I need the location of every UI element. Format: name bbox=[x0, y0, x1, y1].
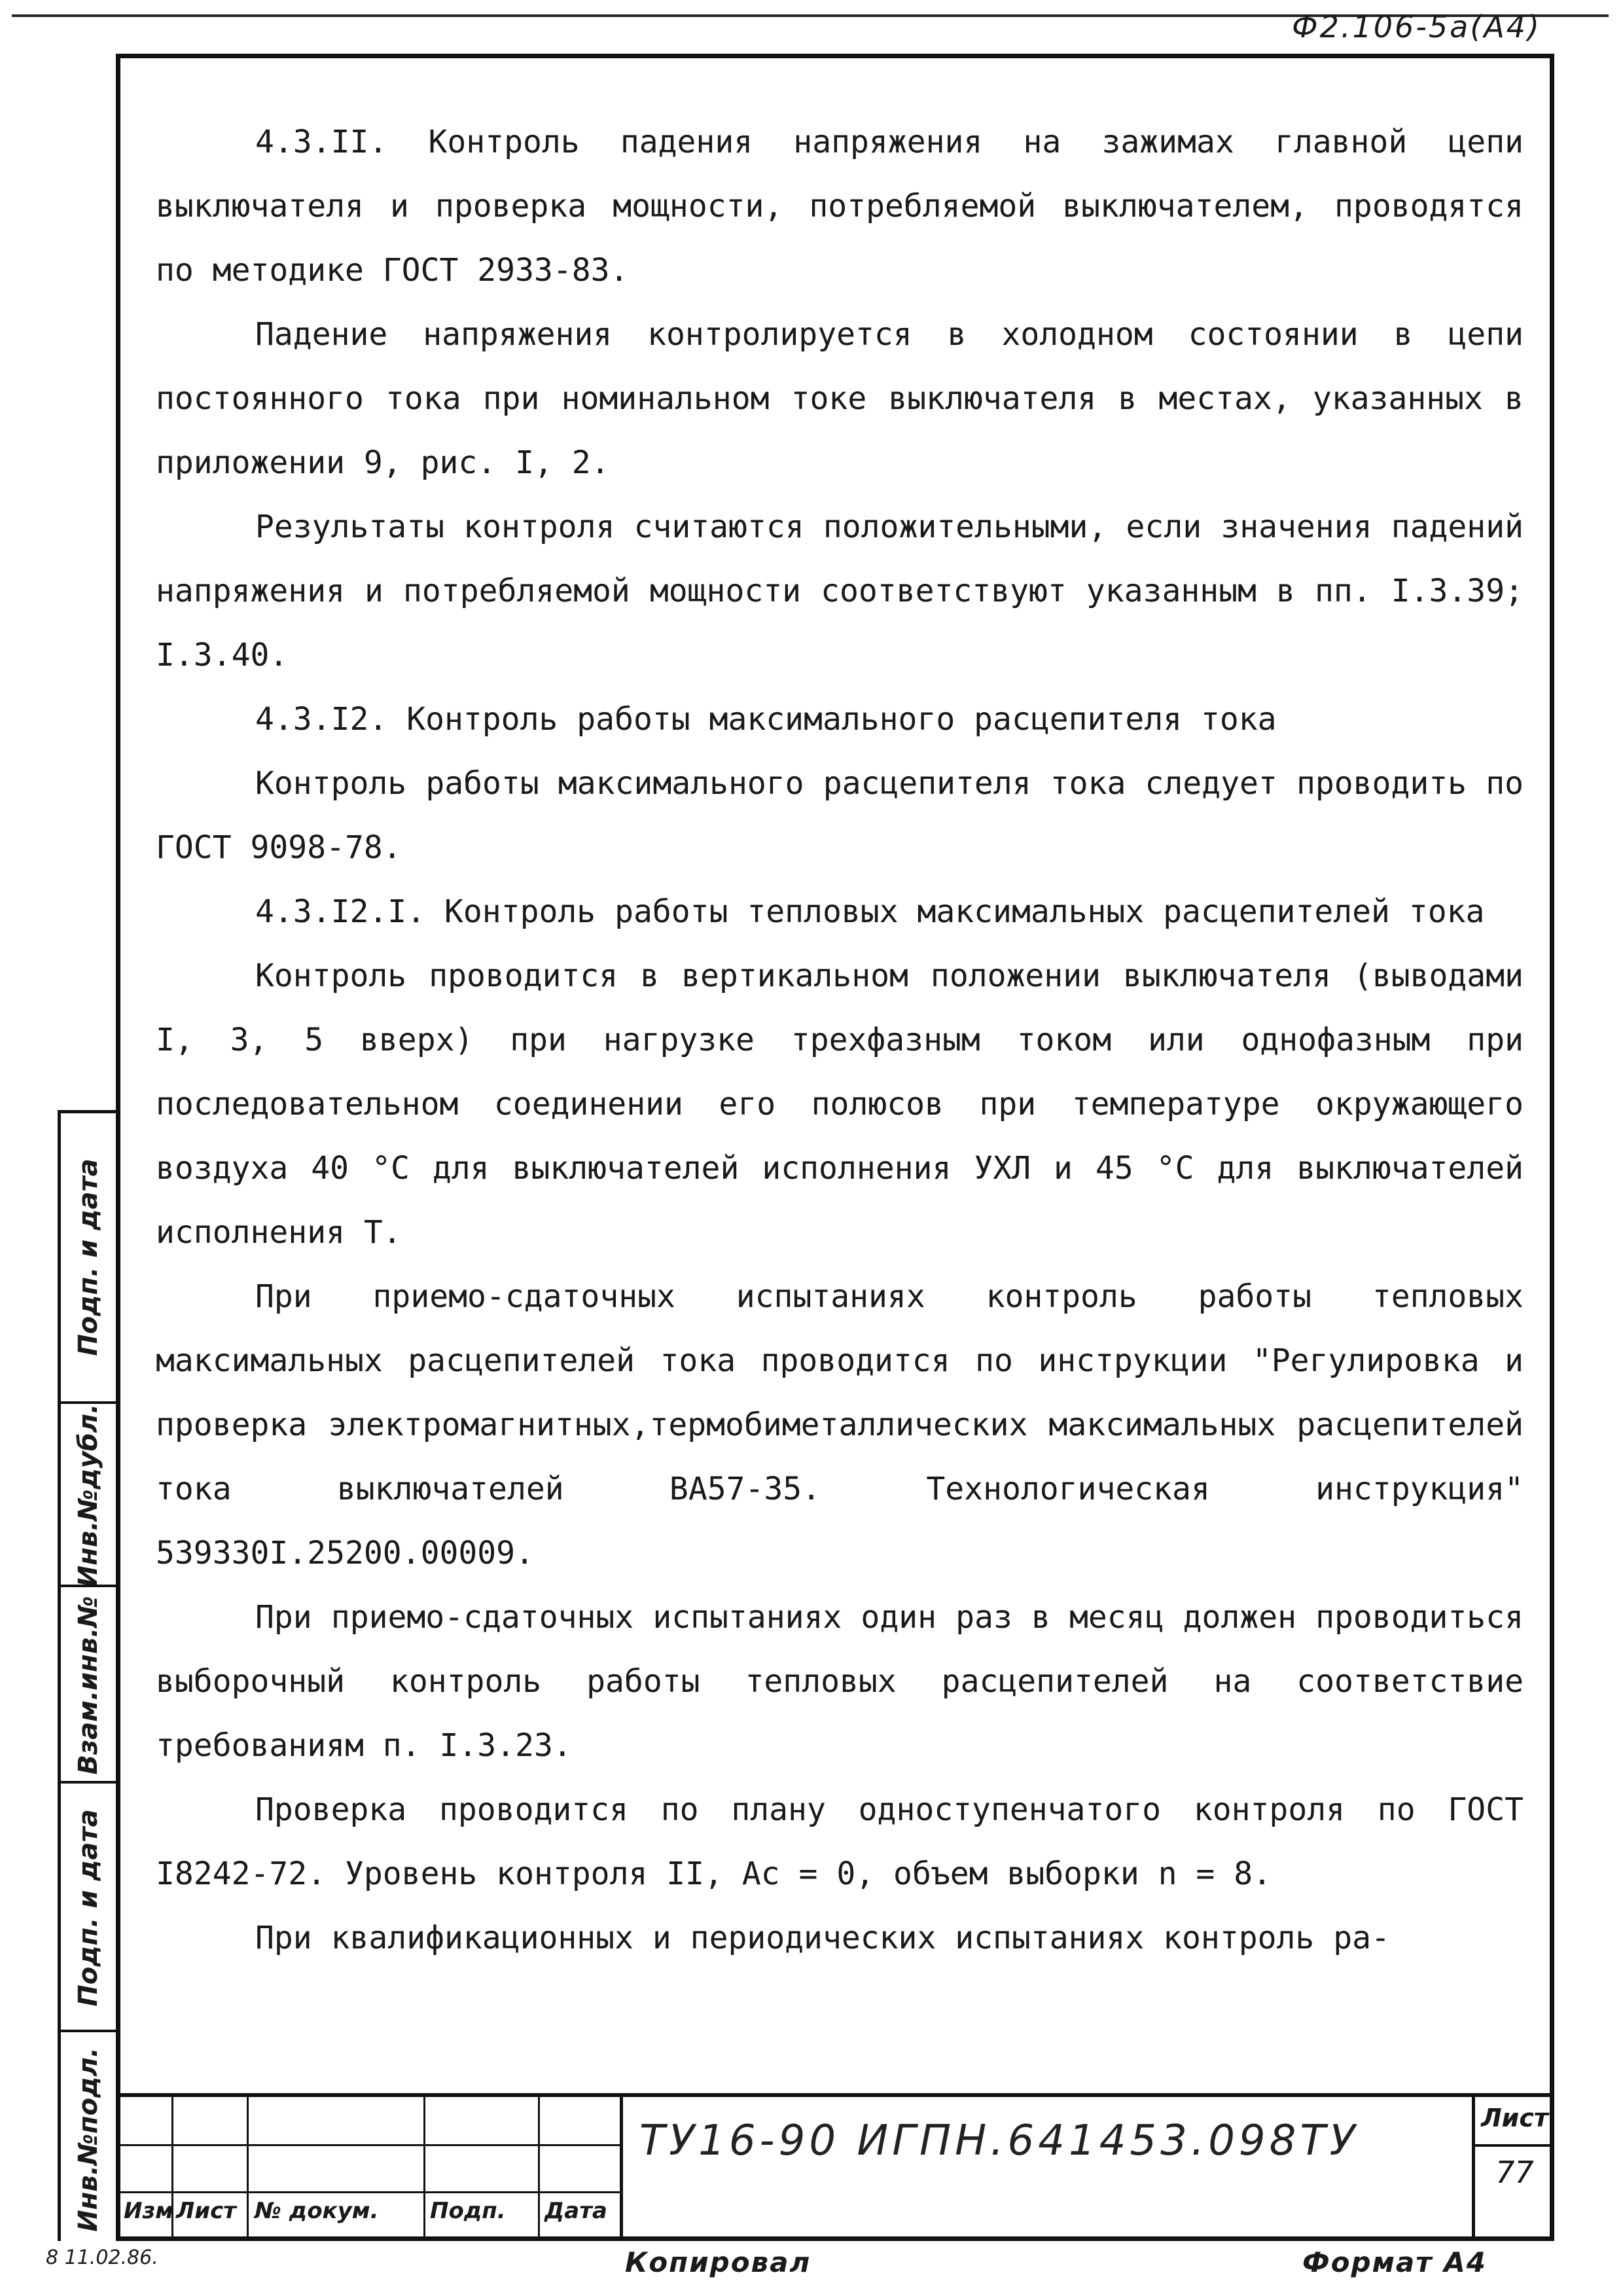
side-cell bbox=[61, 1781, 116, 2032]
side-cell bbox=[61, 2030, 116, 2247]
paragraph: При приемо-сдаточных испытаниях контроль работы тепловых максимальных расцепителей тока проводится по инструкции "Регулировка и проверка электромагнитных,термобиметаллических максимальных расцепителей тока выключателей ВА57-35. Технологическая инструкция" 539330I.25200.00009. bbox=[156, 1278, 1524, 1571]
side-cell bbox=[61, 1585, 116, 1784]
form-code: Ф2.106-5а(А4) bbox=[1292, 9, 1541, 45]
format-label: Формат А4 bbox=[1302, 2246, 1487, 2278]
side-label-replace-inv: Взам.инв.№ bbox=[73, 1596, 103, 1775]
side-label-orig-inv: Инв.№подл. bbox=[73, 2047, 103, 2232]
side-cell bbox=[61, 1401, 116, 1587]
side-label-sign-date-2: Подп. и дата bbox=[73, 1809, 103, 2007]
paragraph: Результаты контроля считаются положительными, если значения падений напряжения и потребляемой мощности соответствуют указанным в пп. I.3.39; I.3.40. bbox=[156, 509, 1524, 673]
sheet-number: 77 bbox=[1495, 2155, 1534, 2190]
title-block bbox=[116, 2093, 1554, 2241]
paragraph: Падение напряжения контролируется в холодном состоянии в цепи постоянного тока при номинальном токе выключателя в местах, указанных в приложении 9, рис. I, 2. bbox=[156, 316, 1524, 481]
copied-by-label: Копировал bbox=[625, 2246, 812, 2278]
paragraph: Контроль проводится в вертикальном положении выключателя (выводами I, 3, 5 вверх) при нагрузке трехфазным током или однофазным при последовательном соединении его полюсов при температуре окружающего воздуха 40 °С для выключателей исполнения УХЛ и 45 °С для выключателей исполнения Т. bbox=[156, 958, 1524, 1251]
sheet-label: Лист bbox=[1481, 2104, 1548, 2132]
col-label-doc-no: № докум. bbox=[255, 2198, 379, 2224]
col-label-date: Дата bbox=[544, 2198, 607, 2224]
side-label-sign-date: Подп. и дата bbox=[73, 1158, 103, 1356]
col-label-change: Изм bbox=[124, 2198, 174, 2224]
side-stamp-strip bbox=[58, 1110, 116, 2241]
col-label-signature: Подп. bbox=[430, 2198, 506, 2224]
side-label-dup-inv: Инв.№дубл. bbox=[73, 1403, 103, 1588]
col-label-sheet: Лист bbox=[176, 2198, 236, 2224]
paragraph: При приемо-сдаточных испытаниях один раз в месяц должен проводиться выборочный контроль работы тепловых расцепителей на соответствие требованиям п. I.3.23. bbox=[156, 1599, 1524, 1764]
side-cell bbox=[61, 1113, 116, 1401]
paragraph: Проверка проводится по плану одноступенчатого контроля по ГОСТ I8242-72. Уровень контроля II, Ас = 0, объем выборки n = 8. bbox=[156, 1791, 1524, 1892]
paragraph: 4.3.II. Контроль падения напряжения на зажимах главной цепи выключателя и проверка мощности, потребляемой выключателем, проводятся по методике ГОСТ 2933-83. bbox=[156, 124, 1524, 289]
date-note: 8 11.02.86. bbox=[46, 2246, 158, 2269]
sheet-box bbox=[1472, 2097, 1554, 2241]
section-heading: 4.3.I2. Контроль работы максимального расцепителя тока bbox=[255, 701, 1277, 738]
section-heading: 4.3.I2.I. Контроль работы тепловых максимальных расцепителей тока bbox=[255, 893, 1485, 930]
paragraph: Контроль работы максимального расцепителя тока следует проводить по ГОСТ 9098-78. bbox=[156, 765, 1524, 866]
document-body bbox=[156, 110, 1524, 1970]
paragraph: При квалификационных и периодических испытаниях контроль ра- bbox=[255, 1920, 1390, 1956]
revision-grid bbox=[116, 2097, 620, 2241]
document-designation: ТУ16-90 ИГПН.641453.098ТУ bbox=[639, 2117, 1359, 2165]
